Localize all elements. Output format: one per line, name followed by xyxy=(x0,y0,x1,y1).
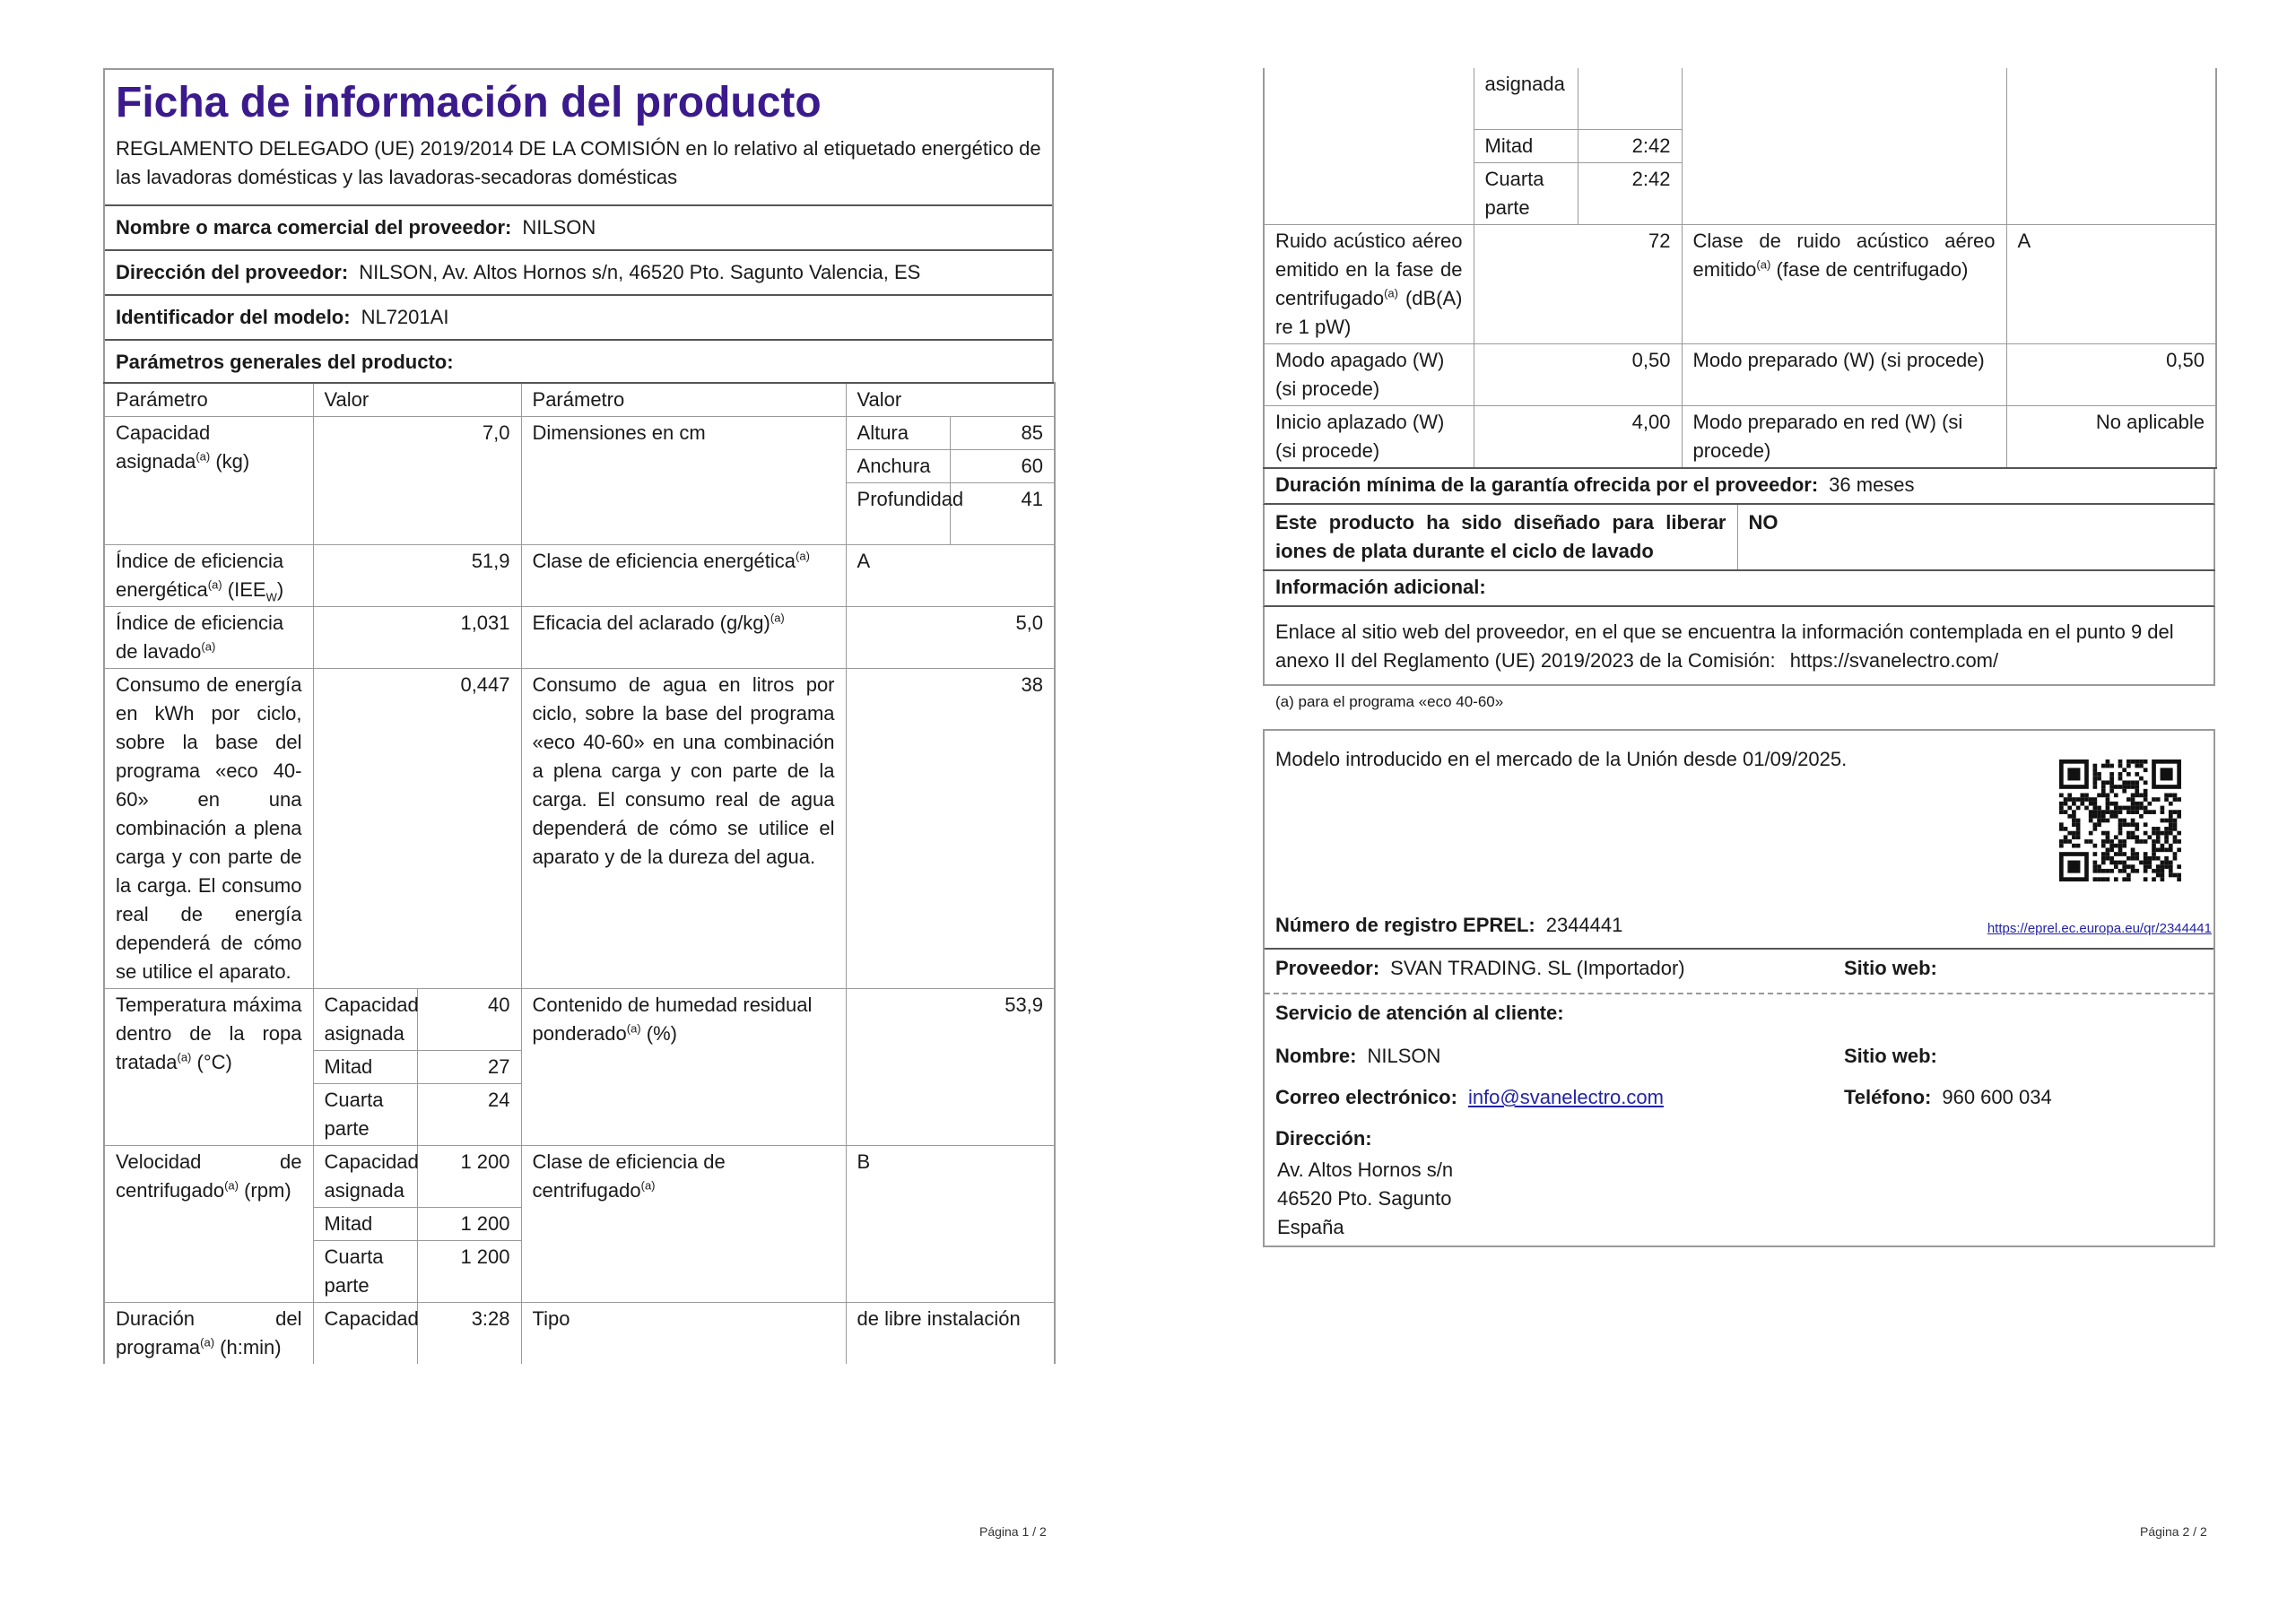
quarter-label: Cuarta parte xyxy=(1474,163,1578,225)
half-label: Mitad xyxy=(313,1208,417,1241)
address-label: Dirección del proveedor: xyxy=(116,261,349,284)
header-value: Valor xyxy=(313,383,521,417)
address-line-2: 46520 Pto. Sagunto xyxy=(1277,1187,1452,1210)
width-value: 60 xyxy=(950,450,1055,483)
dimensions-label: Dimensiones en cm xyxy=(521,417,846,545)
direction-label: Dirección: xyxy=(1275,1127,1372,1150)
qr-code-icon[interactable] xyxy=(2059,759,2181,881)
temp-rated-value: 40 xyxy=(417,989,521,1051)
page-number: Página 2 / 2 xyxy=(2140,1524,2207,1539)
model-label: Identificador del modelo: xyxy=(116,306,351,329)
header-param: Parámetro xyxy=(104,383,313,417)
noise-class-label: Clase de ruido acústico aéreo emitido$^{(a)}$ (fase de centrifugado) xyxy=(1682,225,2006,344)
market-date-text: Modelo introducido en el mercado de la Unión desde 01/09/2025. xyxy=(1275,748,1848,770)
page-1 xyxy=(103,68,1054,1364)
eprel-value: 2344441 xyxy=(1545,914,1623,936)
service-website-label: Sitio web: xyxy=(1844,1045,1937,1067)
water-consumption-label: Consumo de agua en litros por ciclo, sobre la base del programa «eco 40-60» en una combinación a plena carga y con parte de la carga. El consumo real de agua dependerá de cómo se utilice el aparato y de la dureza del agua. xyxy=(521,669,846,989)
noise-value: 72 xyxy=(1474,225,1682,344)
phone-value: 960 600 034 xyxy=(1942,1086,2052,1108)
width-label: Anchura xyxy=(846,450,950,483)
duration-half-value: 2:42 xyxy=(1578,130,1682,163)
energy-consumption-label: Consumo de energía en kWh por ciclo, sobre la base del programa «eco 40-60» en una combinación a plena carga y con parte de la carga. El consumo real de energía dependerá de cómo se utilice el aparato. xyxy=(104,669,313,989)
rated-capacity-label: Capacidad asignada xyxy=(313,989,417,1051)
table-row xyxy=(104,1146,1055,1208)
eprel-section xyxy=(1263,729,2215,1247)
energy-class-value: A xyxy=(846,545,1055,607)
page-2 xyxy=(1263,68,2215,1247)
address-line-3: España xyxy=(1277,1216,1344,1238)
table-row xyxy=(104,607,1055,669)
duration-quarter-value: 2:42 xyxy=(1578,163,1682,225)
noise-class-value: A xyxy=(2006,225,2216,344)
silver-ion-label: Este producto ha sido diseñado para liberar iones de plata durante el ciclo de lavado xyxy=(1264,505,1737,570)
rinse-label: Eficacia del aclarado $(g/kg)^{(a)}$ xyxy=(521,607,846,669)
spin-class-label: Clase de eficiencia de centrifugado$^{(a)}$ xyxy=(521,1146,846,1303)
quarter-label: Cuarta parte xyxy=(313,1241,417,1303)
rinse-value: 5,0 xyxy=(846,607,1055,669)
provider-value: SVAN TRADING. SL (Importador) xyxy=(1390,957,1685,979)
duration-label: Duración del programa$^{(a)}$ (h:min) xyxy=(104,1303,313,1365)
header-param: Parámetro xyxy=(521,383,846,417)
wash-index-label: Índice de eficiencia de lavado$^{(a)}$ xyxy=(104,607,313,669)
warranty-box xyxy=(1263,469,2215,505)
temp-half-value: 27 xyxy=(417,1051,521,1084)
parameters-table-continued xyxy=(1263,68,2217,469)
spin-class-value: B xyxy=(846,1146,1055,1303)
params-heading: Parámetros generales del producto: xyxy=(116,351,454,374)
table-row xyxy=(1264,225,2216,344)
table-row xyxy=(104,545,1055,607)
customer-service-label: Servicio de atención al cliente: xyxy=(1275,1002,1564,1024)
half-label: Mitad xyxy=(313,1051,417,1084)
depth-value: 41 xyxy=(950,483,1055,545)
warranty-value: 36 meses xyxy=(1829,473,1915,496)
eprel-row xyxy=(1265,912,2213,948)
delay-start-label: Inicio aplazado (W) (si procede) xyxy=(1264,406,1474,469)
page-title: Ficha de información del producto xyxy=(116,79,822,126)
supplier-label: Nombre o marca comercial del proveedor: xyxy=(116,216,512,239)
parameters-table xyxy=(103,382,1056,1364)
supplier-row xyxy=(105,204,1052,249)
email-label: Correo electrónico: xyxy=(1275,1086,1457,1108)
duration-rated-value: 3:28 xyxy=(417,1303,521,1365)
wash-index-value: 1,031 xyxy=(313,607,521,669)
table-row xyxy=(1264,406,2216,469)
provider-website-label: Sitio web: xyxy=(1844,957,1937,979)
half-label: Mitad xyxy=(1474,130,1578,163)
regulation-subtitle: REGLAMENTO DELEGADO (UE) 2019/2014 DE LA COMISIÓN en lo relativo al etiquetado energético de las lavadoras domésticas y las lavadoras-secadoras domésticas xyxy=(116,137,1041,189)
table-row xyxy=(1264,505,2214,570)
moisture-value: 53,9 xyxy=(846,989,1055,1146)
silver-ion-table xyxy=(1263,505,2215,571)
additional-info-box xyxy=(1263,607,2215,686)
energy-class-label: Clase de eficiencia energética$^{(a)}$ xyxy=(521,545,846,607)
depth-label: Profundidad xyxy=(846,483,950,545)
footnote: (a) para el programa «eco 40-60» xyxy=(1275,693,1504,710)
header-box xyxy=(103,68,1054,382)
table-header-row xyxy=(104,383,1055,417)
spin-quarter-value: 1 200 xyxy=(417,1241,521,1303)
header-value: Valor xyxy=(846,383,1055,417)
page-number: Página 1 / 2 xyxy=(979,1524,1047,1539)
name-label: Nombre: xyxy=(1275,1045,1357,1067)
eprel-link[interactable]: https://eprel.ec.europa.eu/qr/2344441 xyxy=(1987,921,2212,936)
type-label: Tipo xyxy=(521,1303,846,1365)
temperature-label: Temperatura máxima dentro de la ropa tratada$^{(a)}$ (°C) xyxy=(104,989,313,1146)
table-row xyxy=(104,989,1055,1051)
email-link[interactable]: info@svanelectro.com xyxy=(1467,1086,1664,1108)
params-heading-row xyxy=(105,339,1052,382)
provider-label: Proveedor: xyxy=(1275,957,1380,979)
temp-quarter-value: 24 xyxy=(417,1084,521,1146)
duration-rated-cont xyxy=(1578,68,1682,130)
rated-capacity-label: Capacidad xyxy=(313,1303,417,1365)
model-value: NL7201AI xyxy=(361,306,449,329)
table-row xyxy=(1264,68,2216,130)
height-value: 85 xyxy=(950,417,1055,450)
off-mode-label: Modo apagado (W) (si procede) xyxy=(1264,344,1474,406)
capacity-value: 7,0 xyxy=(313,417,521,545)
type-value: de libre instalación xyxy=(846,1303,1055,1365)
spin-rated-value: 1 200 xyxy=(417,1146,521,1208)
water-consumption-value: 38 xyxy=(846,669,1055,989)
market-area xyxy=(1265,731,2213,912)
off-mode-value: 0,50 xyxy=(1474,344,1682,406)
customer-service-area xyxy=(1265,993,2213,1245)
duration-label-cont xyxy=(1264,68,1474,225)
silver-ion-value: NO xyxy=(1737,505,2214,570)
supplier-value: NILSON xyxy=(522,216,596,239)
phone-label: Teléfono: xyxy=(1844,1086,1932,1108)
spin-speed-label: Velocidad de centrifugado$^{(a)}$ (rpm) xyxy=(104,1146,313,1303)
eei-value: 51,9 xyxy=(313,545,521,607)
address-line-1: Av. Altos Hornos s/n xyxy=(1277,1159,1454,1181)
standby-value: 0,50 xyxy=(2006,344,2216,406)
supplier-website-link[interactable]: https://svanelectro.com/ xyxy=(1789,649,1999,672)
name-value: NILSON xyxy=(1367,1045,1441,1067)
network-standby-label: Modo preparado en red (W) (si procede) xyxy=(1682,406,2006,469)
address-value: NILSON, Av. Altos Hornos s/n, 46520 Pto. Sagunto Valencia, ES xyxy=(359,261,921,284)
additional-info-label: Información adicional: xyxy=(1275,576,1486,598)
eprel-label: Número de registro EPREL: xyxy=(1275,914,1535,936)
rated-capacity-label: Capacidad asignada xyxy=(313,1146,417,1208)
height-label: Altura xyxy=(846,417,950,450)
warranty-row xyxy=(1265,469,2213,503)
table-row xyxy=(1264,344,2216,406)
direction-address xyxy=(1277,1156,1453,1242)
table-row xyxy=(104,669,1055,989)
quarter-label: Cuarta parte xyxy=(313,1084,417,1146)
energy-consumption-value: 0,447 xyxy=(313,669,521,989)
delay-start-value: 4,00 xyxy=(1474,406,1682,469)
table-row xyxy=(104,417,1055,450)
rated-capacity-label: asignada xyxy=(1474,68,1578,130)
provider-row xyxy=(1265,948,2213,993)
table-row xyxy=(104,1303,1055,1365)
noise-label: Ruido acústico aéreo emitido en la fase de centrifugado$^{(a)}$ (dB(A) re 1 pW) xyxy=(1264,225,1474,344)
address-row xyxy=(105,249,1052,294)
type-value-cont xyxy=(2006,68,2216,225)
warranty-label: Duración mínima de la garantía ofrecida por el proveedor: xyxy=(1275,473,1819,496)
qr-code-graphic xyxy=(2059,759,2181,881)
type-label-cont xyxy=(1682,68,2006,225)
network-standby-value: No aplicable xyxy=(2006,406,2216,469)
standby-label: Modo preparado (W) (si procede) xyxy=(1682,344,2006,406)
additional-info-heading-box xyxy=(1263,571,2215,607)
spin-half-value: 1 200 xyxy=(417,1208,521,1241)
capacity-label: Capacidad asignada$^{(a)}$ (kg) xyxy=(104,417,313,545)
additional-info-text: Enlace al sitio web del proveedor, en el que se encuentra la información contemplada en el punto 9 del anexo II del Reglamento (UE) 2019/2023 de la Comisión: xyxy=(1275,621,2174,672)
moisture-label: Contenido de humedad residual ponderado$^{(a)}$ (%) xyxy=(521,989,846,1146)
model-row xyxy=(105,294,1052,339)
eei-label: Índice de eficiencia energética$^{(a)}$ $(IEE_W)$ xyxy=(104,545,313,607)
